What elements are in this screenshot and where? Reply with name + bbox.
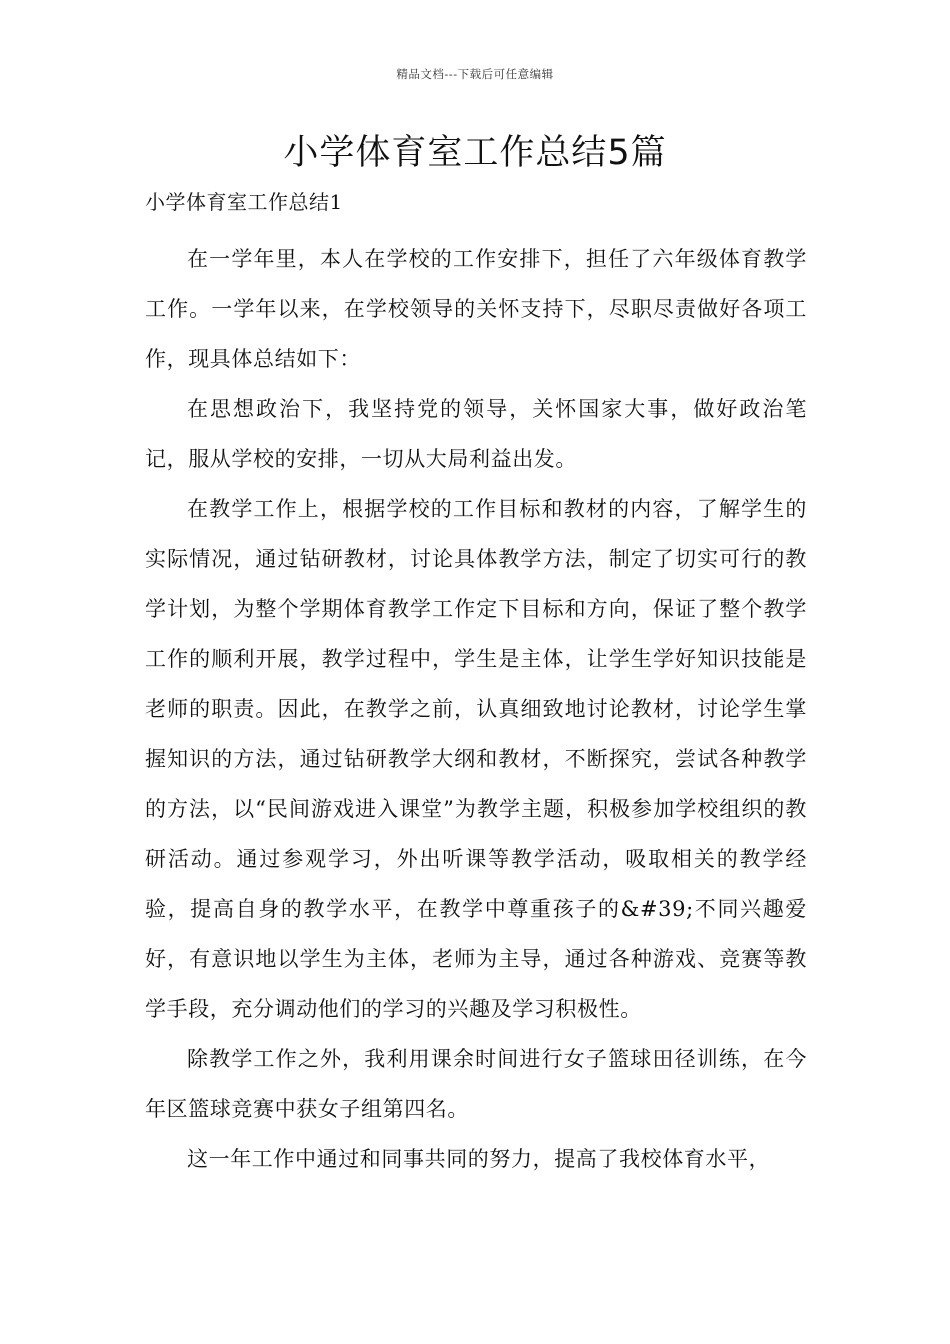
paragraph-training: 除教学工作之外，我利用课余时间进行女子篮球田径训练，在今年区篮球竞赛中获女子组第四名。	[145, 1047, 807, 1121]
header-note: 精品文档---下载后可任意编辑	[396, 67, 554, 81]
paragraph-summary: 这一年工作中通过和同事共同的努力，提高了我校体育水平，	[187, 1147, 771, 1171]
paragraph-intro: 在一学年里，本人在学校的工作安排下，担任了六年级体育教学工作。一学年以来，在学校领导的关怀支持下，尽职尽责做好各项工作，现具体总结如下：	[145, 247, 807, 371]
paragraph-teaching: 在教学工作上，根据学校的工作目标和教材的内容，了解学生的实际情况，通过钻研教材，讨论具体教学方法，制定了切实可行的教学计划，为整个学期体育教学工作定下目标和方向，保证了整个教学工作的顺利开展，教学过程中，学生是主体，让学生学好知识技能是老师的职责。因此，在教学之前，认真细致地讨论教材，讨论学生掌握知识的方法，通过钻研教学大纲和教材，不断探究，尝试各种教学的方法，以“民间游戏进入课堂”为教学主题，积极参加学校组织的教研活动。通过参观学习，外出听课等教学活动，吸取相关的教学经验，提高自身的教学水平，在教学中尊重孩子的&#39;不同兴趣爱好，有意识地以学生为主体，老师为主导，通过各种游戏、竞赛等教学手段，充分调动他们的学习的兴趣及学习积极性。	[145, 497, 807, 1021]
section-heading: 小学体育室工作总结1	[145, 190, 343, 214]
document-body	[145, 184, 807, 1184]
paragraph-politics: 在思想政治下，我坚持党的领导，关怀国家大事，做好政治笔记，服从学校的安排，一切从大局利益出发。	[145, 397, 807, 471]
document-title: 小学体育室工作总结5篇	[283, 133, 667, 173]
